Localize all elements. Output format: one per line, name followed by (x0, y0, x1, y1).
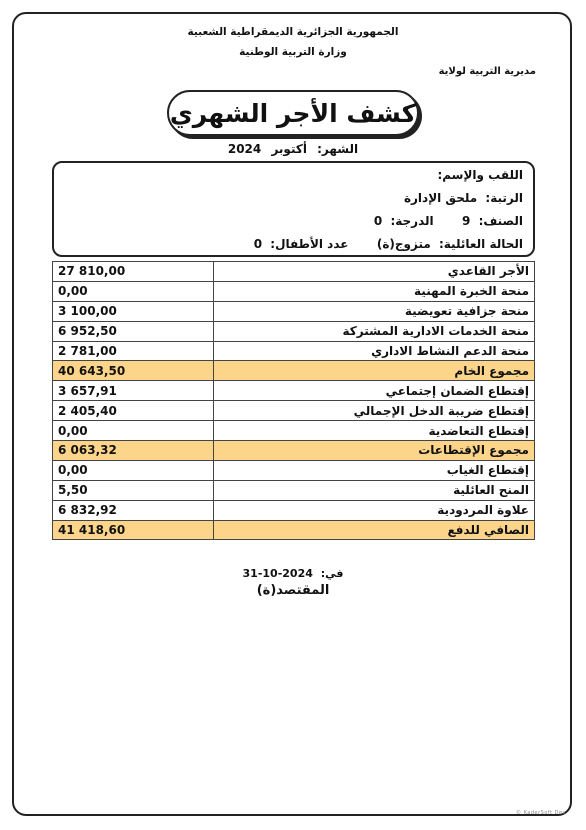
page-title: كشف الأجر الشهري (167, 90, 419, 136)
row-value: 0,00 (53, 421, 214, 441)
employee-info-box (52, 161, 535, 257)
rank-label: الرتبة: (485, 191, 523, 205)
row-label: الصافي للدفع (213, 520, 534, 540)
table-row (53, 301, 535, 321)
table-row (53, 421, 535, 441)
table-row (53, 341, 535, 361)
row-label: منحة الخبرة المهنية (213, 281, 534, 301)
rank-row (400, 191, 523, 205)
family-label: الحالة العائلية: (438, 237, 523, 251)
month-year: 2024 (227, 142, 262, 156)
row-value: 6 952,50 (53, 321, 214, 341)
row-value: 0,00 (53, 460, 214, 480)
row-value: 5,50 (53, 480, 214, 500)
children-value: 0 (253, 237, 263, 251)
row-label: علاوة المردودية (213, 500, 534, 520)
republic-heading: الجمهورية الجزائرية الديمقراطية الشعبية (187, 26, 399, 38)
class-grade-row (370, 214, 523, 228)
class-value: 9 (462, 214, 471, 228)
row-value: 6 832,92 (53, 500, 214, 520)
row-label: إقتطاع ضريبة الدخل الإجمالي (213, 401, 534, 421)
ministry-heading: وزارة التربية الوطنية (239, 46, 347, 58)
class-label: الصنف: (478, 214, 523, 228)
date-line (0, 567, 586, 580)
row-label: منحة الدعم النشاط الاداري (213, 341, 534, 361)
row-value: 27 810,00 (53, 262, 214, 282)
table-row (53, 401, 535, 421)
row-value: 2 405,40 (53, 401, 214, 421)
rank-value: ملحق الإدارة (403, 191, 478, 205)
gross-total-row (53, 361, 535, 381)
table-row (53, 460, 535, 480)
row-label: مجموع الخام (213, 361, 534, 381)
net-pay-row (53, 520, 535, 540)
family-row (250, 237, 523, 251)
row-label: إقتطاع التعاضدية (213, 421, 534, 441)
month-line (0, 142, 586, 156)
row-label: منحة جزافية تعويضية (213, 301, 534, 321)
date-value: 2024-10-31 (242, 567, 313, 580)
table-row (53, 500, 535, 520)
row-value: 41 418,60 (53, 520, 214, 540)
children-label: عدد الأطفال: (270, 237, 349, 251)
credit-text: © KaderSoft Dev (516, 810, 566, 816)
family-value: متزوج(ة) (376, 237, 431, 251)
grade-label: الدرجة: (390, 214, 434, 228)
directorate-heading: مديرية التربية لولاية (438, 66, 536, 77)
row-label: الأجر القاعدي (213, 262, 534, 282)
row-value: 3 657,91 (53, 381, 214, 401)
row-value: 2 781,00 (53, 341, 214, 361)
row-value: 40 643,50 (53, 361, 214, 381)
table-row (53, 262, 535, 282)
row-label: منحة الخدمات الادارية المشتركة (213, 321, 534, 341)
month-label: الشهر: (317, 142, 359, 156)
row-label: مجموع الإقتطاعات (213, 441, 534, 461)
row-label: المنح العائلية (213, 480, 534, 500)
name-row (429, 168, 523, 182)
row-value: 3 100,00 (53, 301, 214, 321)
salary-table (52, 261, 535, 540)
table-row (53, 480, 535, 500)
name-label: اللقب والإسم: (437, 168, 523, 182)
month-value: أكتوبر (271, 142, 307, 156)
row-value: 6 063,32 (53, 441, 214, 461)
table-row (53, 321, 535, 341)
row-label: إقتطاع الضمان إجتماعي (213, 381, 534, 401)
deductions-total-row (53, 441, 535, 461)
row-label: إقتطاع الغياب (213, 460, 534, 480)
grade-value: 0 (373, 214, 383, 228)
table-row (53, 381, 535, 401)
table-row (53, 281, 535, 301)
signature-label: المقتصد(ة) (256, 583, 330, 598)
date-label: في: (320, 567, 344, 580)
row-value: 0,00 (53, 281, 214, 301)
